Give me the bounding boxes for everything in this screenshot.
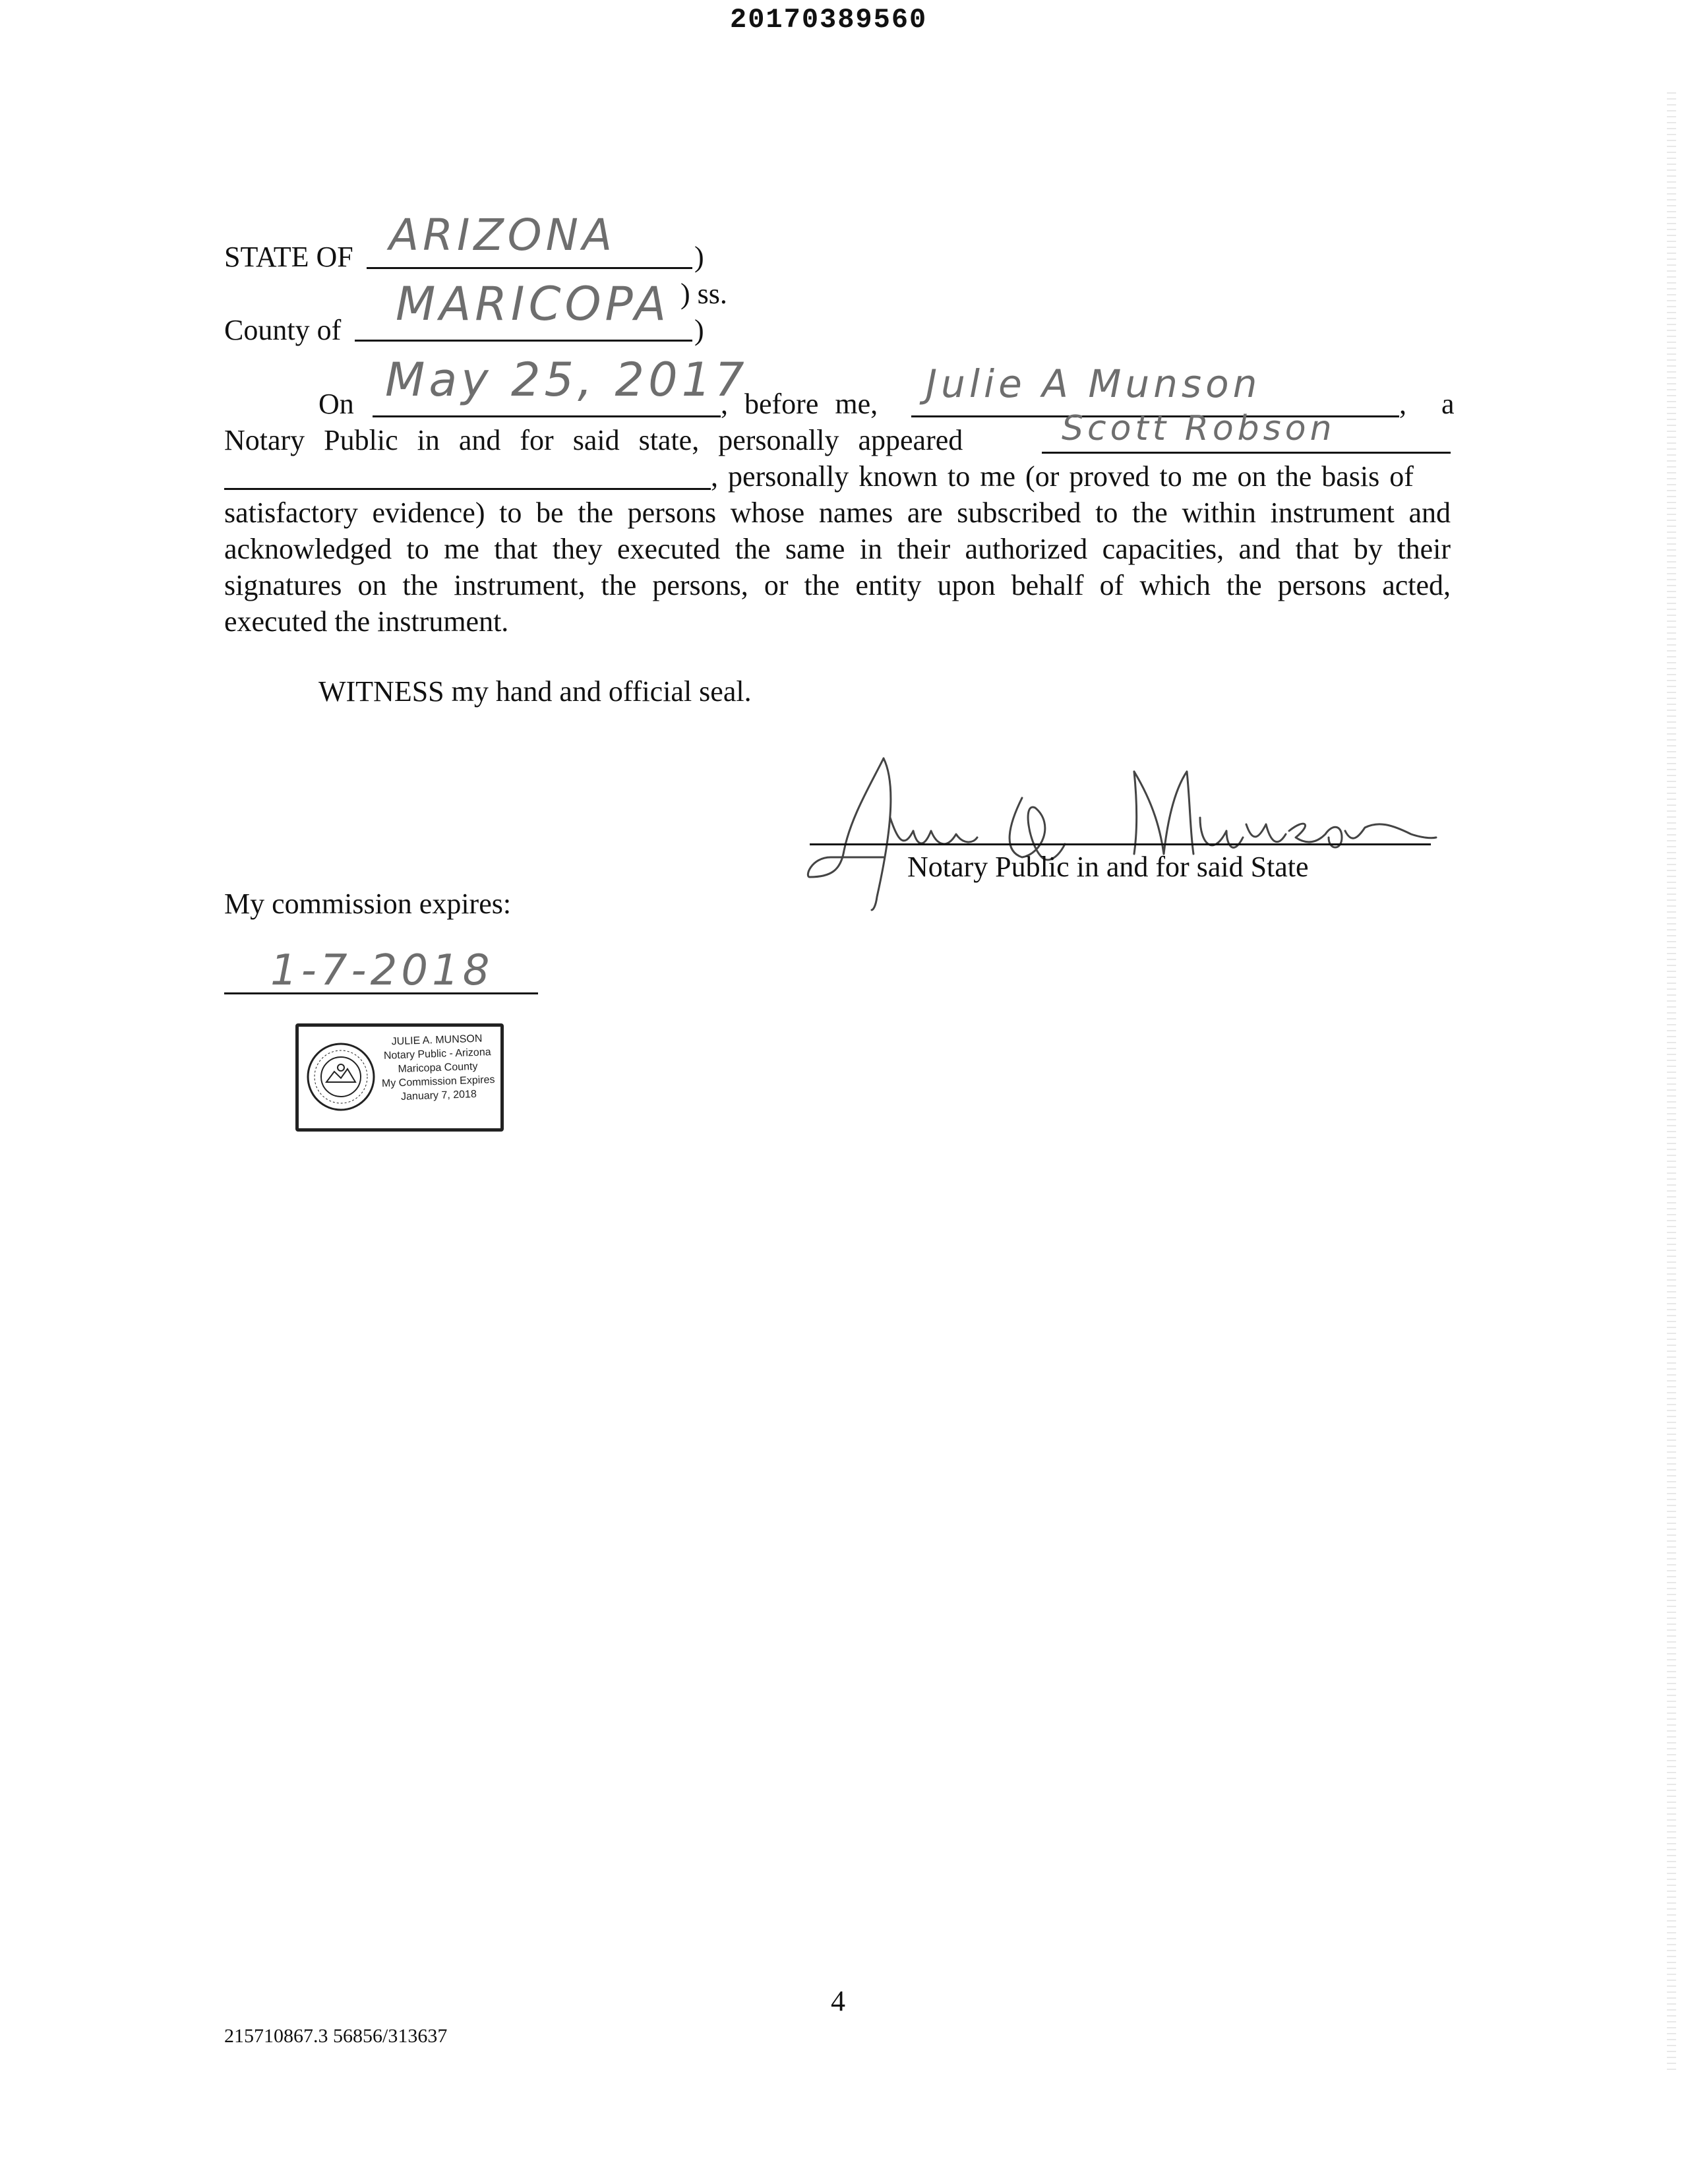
appeared-handwritten: Scott Robson (1062, 409, 1336, 448)
document-id: 215710867.3 56856/313637 (224, 2025, 448, 2047)
stamp-line-date: January 7, 2018 (400, 1088, 477, 1103)
signature-caption: Notary Public in and for said State (907, 851, 1309, 883)
before-me-label: , before me, (721, 388, 878, 420)
state-paren: ) (694, 241, 704, 273)
stamp-line-name: JULIE A. MUNSON (391, 1033, 483, 1048)
body-line-4: executed the instrument. (224, 605, 509, 638)
date-blank-line (373, 415, 721, 417)
state-label: STATE OF (224, 241, 353, 273)
body-line-1: satisfactory evidence) to be the persons whose names are subscribed to the within instrument and (224, 497, 1451, 529)
ss-label: ) ss. (680, 278, 727, 310)
county-handwritten: MARICOPA (396, 277, 671, 331)
stamp-line-title: Notary Public - Arizona (383, 1046, 491, 1062)
stamp-line-county: Maricopa County (398, 1060, 478, 1076)
witness-text: WITNESS my hand and official seal. (318, 675, 752, 708)
stamp-line-expires: My Commission Expires (381, 1074, 495, 1089)
appeared-blank-line-2 (224, 488, 711, 490)
appeared-blank-line (1042, 452, 1451, 454)
commission-blank-line (224, 992, 538, 994)
on-label: On (318, 388, 354, 420)
personally-appeared-label: Notary Public in and for said state, personally appeared (224, 424, 963, 456)
personally-known-label: , personally known to me (or proved to me on the basis of (711, 460, 1414, 493)
signature-line (810, 843, 1431, 845)
scan-edge-artifact (1667, 92, 1676, 2071)
arizona-seal-icon (305, 1041, 377, 1112)
body-line-2: acknowledged to me that they executed the same in their authorized capacities, and that by their (224, 533, 1451, 565)
recording-number: 20170389560 (730, 4, 928, 36)
page-number: 4 (831, 1985, 845, 2017)
date-handwritten: May 25, 2017 (385, 353, 748, 407)
commission-label: My commission expires: (224, 888, 512, 920)
county-paren: ) (694, 314, 704, 346)
county-label: County of (224, 314, 342, 346)
commission-date-handwritten: 1-7-2018 (270, 946, 494, 995)
notary-signature (804, 745, 1437, 917)
body-line-3: signatures on the instrument, the persons, or the entity upon behalf of which the persons acted, (224, 569, 1451, 601)
county-blank-line (355, 340, 692, 342)
state-handwritten: ARIZONA (389, 210, 617, 260)
state-blank-line (367, 267, 692, 269)
a-label: , a (1399, 388, 1455, 420)
stamp-text (374, 1031, 502, 1105)
notary-name-handwritten: Julie A Munson (926, 361, 1261, 406)
notary-stamp (295, 1023, 504, 1132)
